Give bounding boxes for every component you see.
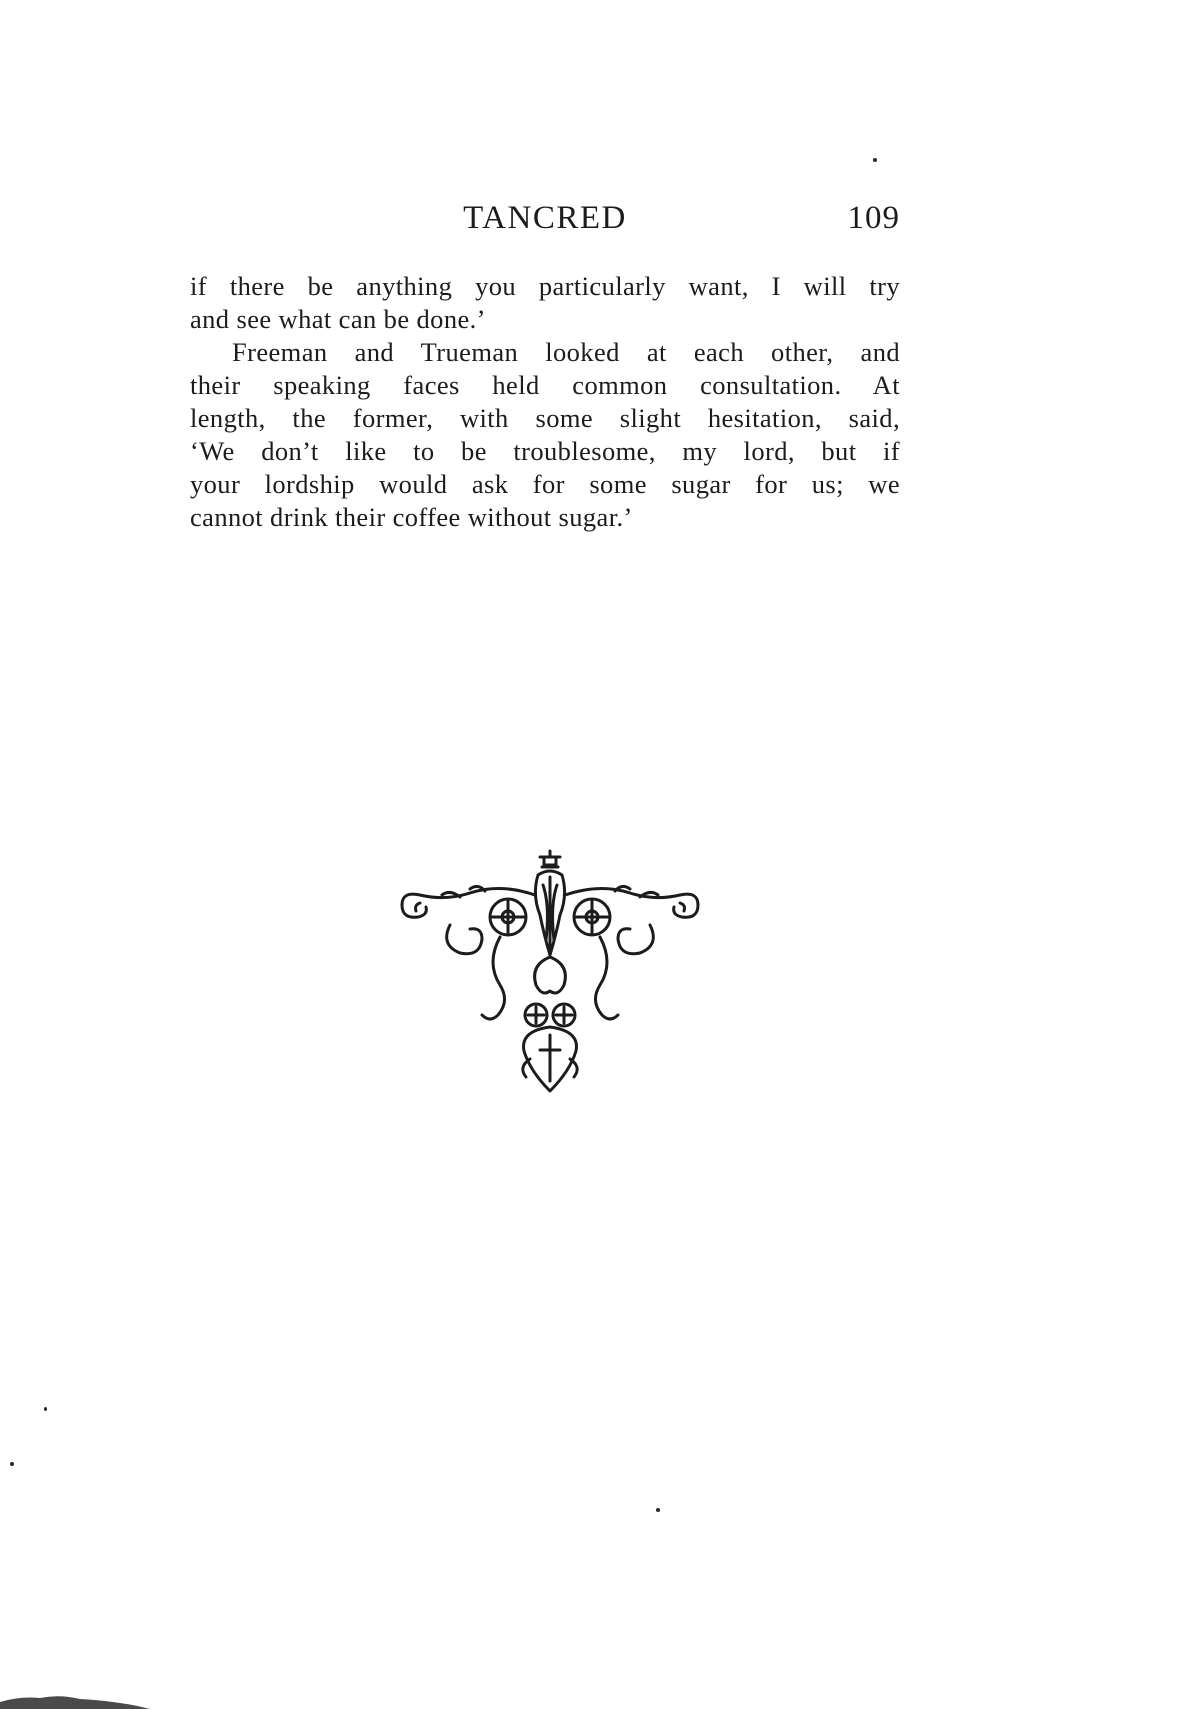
body-text (190, 270, 900, 534)
paper-speck (44, 1407, 47, 1411)
text-line: length, the former, with some slight hesitation, said, (190, 403, 900, 433)
text-line: if there be anything you particularly want, I will try (190, 271, 900, 301)
scan-smudge (0, 1690, 150, 1709)
paper-speck (10, 1462, 14, 1466)
text-line: ‘We don’t like to be troublesome, my lord, but if (190, 436, 900, 466)
text-line: cannot drink their coffee without sugar.’ (190, 502, 633, 532)
paper-speck (873, 158, 877, 162)
text-line: their speaking faces held common consultation. At (190, 370, 900, 400)
text-line: your lordship would ask for some sugar for us; we (190, 469, 900, 499)
page-number: 109 (847, 200, 900, 236)
text-line: and see what can be done.’ (190, 304, 486, 334)
running-head (190, 200, 900, 244)
running-title: TANCRED (463, 200, 627, 236)
text-line: Freeman and Trueman looked at each other, and (232, 337, 900, 367)
paper-speck (656, 1508, 660, 1512)
fleuron-ornament-icon (390, 845, 710, 1095)
